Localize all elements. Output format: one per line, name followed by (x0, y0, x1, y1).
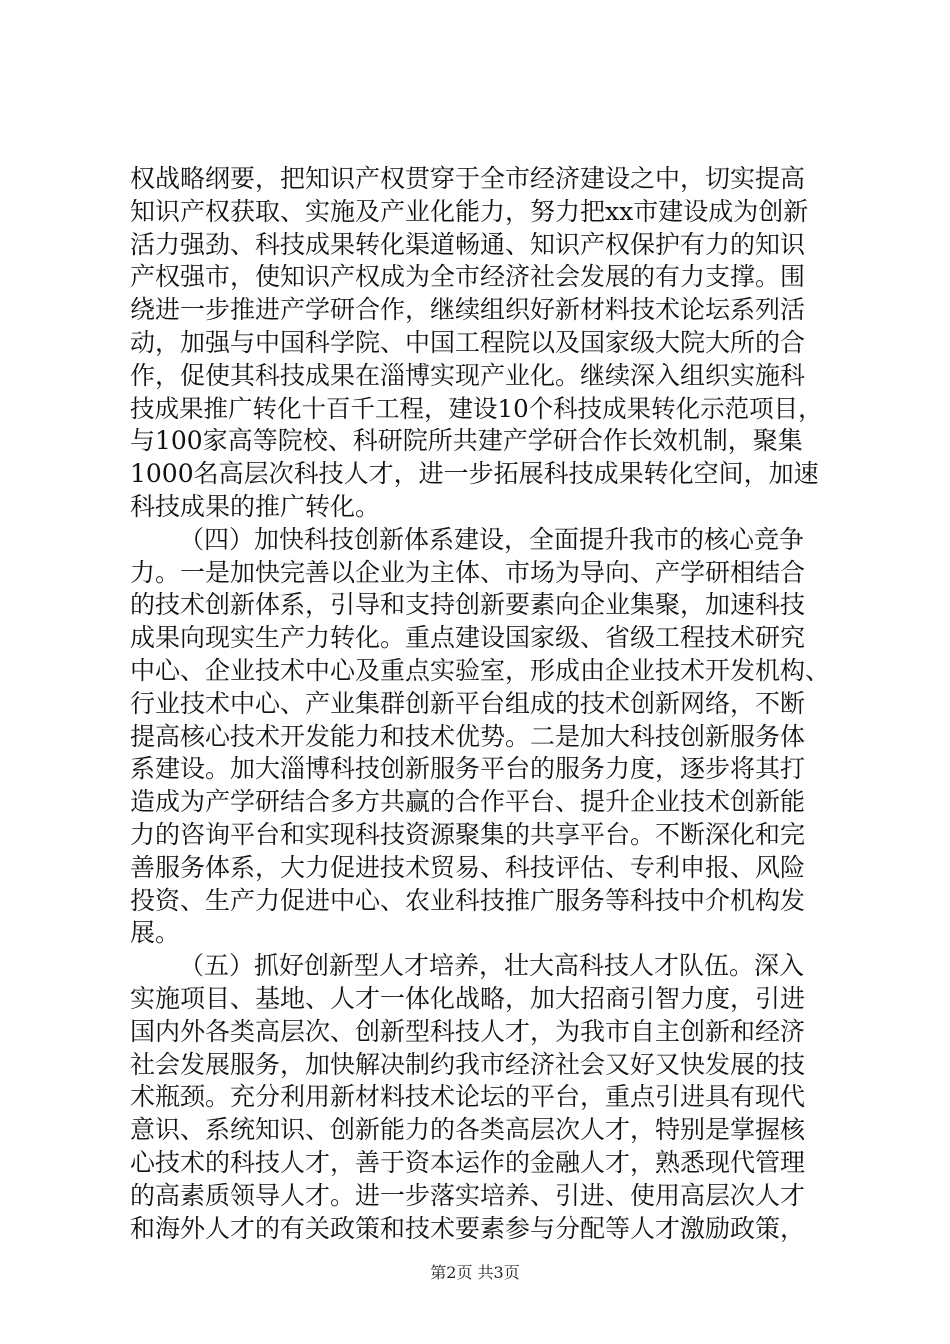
paragraph-start-line: （五）抓好创新型人才培养，壮大高科技人才队伍。深入 (179, 951, 805, 981)
text-line: 1000名高层次科技人才，进一步拓展科技成果转化空间，加速 (130, 459, 819, 489)
text-line: 展。 (130, 918, 181, 948)
text-line: 绕进一步推进产学研合作，继续组织好新材料技术论坛系列活 (130, 295, 806, 325)
text-line: 科技成果的推广转化。 (130, 491, 381, 521)
paragraph-start-line: （四）加快科技创新体系建设，全面提升我市的核心竞争 (179, 524, 805, 554)
text-line: 的高素质领导人才。进一步落实培养、引进、使用高层次人才 (130, 1180, 806, 1210)
text-line: 意识、系统知识、创新能力的各类高层次人才，特别是掌握核 (130, 1115, 806, 1145)
text-line: 的技术创新体系，引导和支持创新要素向企业集聚，加速科技 (130, 590, 806, 620)
text-line: 实施项目、基地、人才一体化战略，加大招商引智力度，引进 (130, 983, 806, 1013)
text-line: 活力强劲、科技成果转化渠道畅通、知识产权保护有力的知识 (130, 229, 806, 259)
text-line: 技成果推广转化十百千工程，建设10个科技成果转化示范项目， (130, 393, 823, 423)
text-line: 提高核心技术开发能力和技术优势。二是加大科技创新服务体 (130, 721, 806, 751)
text-line: 造成为产学研结合多方共赢的合作平台、提升企业技术创新能 (130, 787, 806, 817)
text-line: 善服务体系，大力促进技术贸易、科技评估、专利申报、风险 (130, 852, 806, 882)
text-line: 中心、企业技术中心及重点实验室，形成由企业技术开发机构、 (130, 655, 831, 685)
text-line: 行业技术中心、产业集群创新平台组成的技术创新网络，不断 (130, 688, 806, 718)
document-body (130, 163, 830, 1245)
text-line: 权战略纲要，把知识产权贯穿于全市经济建设之中，切实提高 (130, 164, 806, 193)
text-line: 术瓶颈。充分利用新材料技术论坛的平台，重点引进具有现代 (130, 1082, 806, 1112)
text-line: 知识产权获取、实施及产业化能力，努力把xx市建设成为创新 (130, 196, 809, 226)
text-line: 作，促使其科技成果在淄博实现产业化。继续深入组织实施科 (130, 360, 806, 390)
text-line: 动，加强与中国科学院、中国工程院以及国家级大院大所的合 (130, 327, 806, 357)
text-line: 系建设。加大淄博科技创新服务平台的服务力度，逐步将其打 (130, 754, 806, 784)
text-line: 和海外人才的有关政策和技术要素参与分配等人才激励政策， (130, 1213, 806, 1243)
text-line: 社会发展服务，加快解决制约我市经济社会又好又快发展的技 (130, 1049, 806, 1079)
text-line: 成果向现实生产力转化。重点建设国家级、省级工程技术研究 (130, 623, 806, 653)
text-line: 力。一是加快完善以企业为主体、市场为导向、产学研相结合 (130, 557, 806, 587)
text-line: 投资、生产力促进中心、农业科技推广服务等科技中介机构发 (130, 885, 806, 915)
page-number-footer: 第2页 共3页 (430, 1263, 520, 1282)
text-line: 国内外各类高层次、创新型科技人才，为我市自主创新和经济 (130, 1016, 806, 1046)
text-line: 与100家高等院校、科研院所共建产学研合作长效机制，聚集 (130, 426, 803, 456)
text-line: 心技术的科技人才，善于资本运作的金融人才，熟悉现代管理 (130, 1147, 806, 1177)
text-line: 力的咨询平台和实现科技资源聚集的共享平台。不断深化和完 (130, 819, 806, 849)
text-line: 产权强市，使知识产权成为全市经济社会发展的有力支撑。围 (130, 262, 806, 292)
